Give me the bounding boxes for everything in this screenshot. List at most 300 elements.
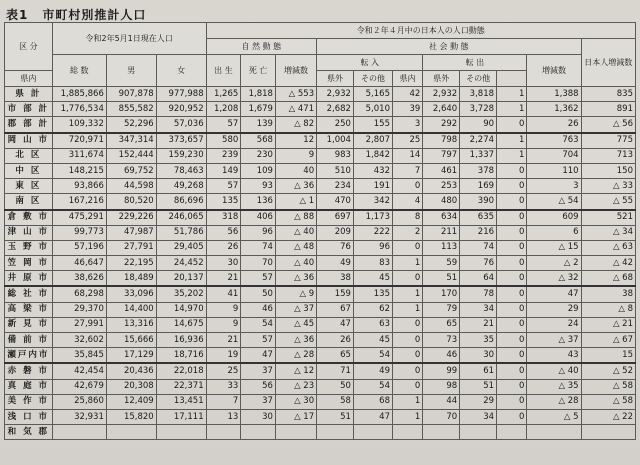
- cell-out-in: 98: [423, 379, 460, 394]
- col-natural: 自 然 動 態: [206, 39, 317, 55]
- cell-name: 中 区: [5, 163, 53, 178]
- cell-female: 13,451: [156, 394, 206, 409]
- cell-out-oth: 0: [497, 194, 527, 210]
- table-row: [5, 179, 636, 194]
- cell-name: 津 山 市: [5, 225, 53, 240]
- cell-deaths: [241, 425, 276, 440]
- cell-out-out: 169: [460, 179, 497, 194]
- cell-out-in: 51: [423, 271, 460, 287]
- cell-deaths: 47: [241, 348, 276, 364]
- cell-out-oth: 0: [497, 302, 527, 317]
- cell-out-out: 34: [460, 409, 497, 424]
- cell-out-in: 59: [423, 256, 460, 271]
- cell-in-out: 54: [353, 348, 392, 364]
- cell-deaths: 57: [241, 271, 276, 287]
- cell-female: 14,970: [156, 302, 206, 317]
- cell-out-out: 1,337: [460, 148, 497, 163]
- cell-total: 32,931: [52, 409, 106, 424]
- col-total: 総 数: [52, 55, 106, 87]
- table-number: 表1: [6, 8, 29, 22]
- cell-female: 86,696: [156, 194, 206, 210]
- cell-total: 57,196: [52, 240, 106, 255]
- table-row: [5, 163, 636, 178]
- cell-in-out: 49: [353, 363, 392, 379]
- cell-name: 赤 磐 市: [5, 363, 53, 379]
- cell-soc: 110: [527, 163, 581, 178]
- cell-in-out: 47: [353, 409, 392, 424]
- cell-male: 15,666: [106, 333, 156, 348]
- col-base-date: 令和2年5月1日現在人口: [52, 23, 206, 55]
- cell-in-out: 45: [353, 271, 392, 287]
- cell-out-oth: 0: [497, 363, 527, 379]
- cell-total: [52, 425, 106, 440]
- cell-total: 42,679: [52, 379, 106, 394]
- cell-soc: 43: [527, 348, 581, 364]
- cell-soc: △ 40: [527, 363, 581, 379]
- cell-out-out: 2,274: [460, 133, 497, 149]
- cell-name: 岡 山 市: [5, 133, 53, 149]
- cell-total: 42,454: [52, 363, 106, 379]
- cell-female: 57,036: [156, 117, 206, 133]
- cell-jp: 891: [581, 102, 635, 117]
- cell-jp: △ 63: [581, 240, 635, 255]
- col-male: 男: [106, 55, 156, 87]
- cell-soc: △ 15: [527, 240, 581, 255]
- col-out-pref-out: 県外: [423, 71, 460, 87]
- cell-male: 907,878: [106, 87, 156, 102]
- cell-in-in: 2,682: [317, 102, 354, 117]
- cell-out-oth: 0: [497, 163, 527, 178]
- cell-nat: △ 40: [275, 225, 316, 240]
- cell-births: 135: [206, 194, 241, 210]
- cell-soc: 29: [527, 302, 581, 317]
- col-out-other: その他: [460, 71, 497, 87]
- cell-name: 南 区: [5, 194, 53, 210]
- cell-female: 17,111: [156, 409, 206, 424]
- cell-in-oth: 0: [392, 379, 422, 394]
- table-row: [5, 117, 636, 133]
- cell-male: 229,226: [106, 210, 156, 226]
- cell-total: 32,602: [52, 333, 106, 348]
- cell-out-out: 378: [460, 163, 497, 178]
- cell-out-in: 253: [423, 179, 460, 194]
- cell-total: 1,885,866: [52, 87, 106, 102]
- cell-in-in: 2,932: [317, 87, 354, 102]
- table-row: [5, 256, 636, 271]
- cell-out-in: [423, 425, 460, 440]
- cell-jp: 15: [581, 348, 635, 364]
- cell-in-in: 470: [317, 194, 354, 210]
- cell-female: 14,675: [156, 317, 206, 332]
- cell-male: 69,752: [106, 163, 156, 178]
- cell-nat: △ 17: [275, 409, 316, 424]
- cell-male: 15,820: [106, 409, 156, 424]
- cell-births: 21: [206, 333, 241, 348]
- cell-out-in: 634: [423, 210, 460, 226]
- cell-out-in: 211: [423, 225, 460, 240]
- cell-nat: △ 9: [275, 286, 316, 302]
- cell-deaths: 96: [241, 225, 276, 240]
- cell-in-in: 510: [317, 163, 354, 178]
- cell-jp: 713: [581, 148, 635, 163]
- cell-out-out: 30: [460, 348, 497, 364]
- cell-out-oth: 1: [497, 102, 527, 117]
- cell-out-in: 99: [423, 363, 460, 379]
- cell-in-in: 47: [317, 317, 354, 332]
- cell-soc: △ 35: [527, 379, 581, 394]
- col-in-move: 転 入: [317, 55, 423, 71]
- cell-female: 246,065: [156, 210, 206, 226]
- cell-male: 20,436: [106, 363, 156, 379]
- cell-deaths: 406: [241, 210, 276, 226]
- cell-deaths: 57: [241, 333, 276, 348]
- cell-nat: △ 30: [275, 394, 316, 409]
- table-row: [5, 194, 636, 210]
- cell-nat: △ 471: [275, 102, 316, 117]
- cell-name: 倉 敷 市: [5, 210, 53, 226]
- cell-name: 東 区: [5, 179, 53, 194]
- cell-births: 1,265: [206, 87, 241, 102]
- table-body: [5, 87, 636, 440]
- cell-in-oth: 1: [392, 302, 422, 317]
- cell-deaths: 230: [241, 148, 276, 163]
- cell-nat: 9: [275, 148, 316, 163]
- cell-name: 新 見 市: [5, 317, 53, 332]
- cell-female: 51,786: [156, 225, 206, 240]
- cell-births: 9: [206, 302, 241, 317]
- cell-total: 38,626: [52, 271, 106, 287]
- cell-out-oth: 0: [497, 394, 527, 409]
- table-row: [5, 133, 636, 149]
- cell-male: 27,791: [106, 240, 156, 255]
- population-table: [4, 22, 636, 440]
- page-title: [6, 6, 146, 23]
- cell-in-out: 222: [353, 225, 392, 240]
- cell-out-oth: 0: [497, 286, 527, 302]
- col-district: 区 分: [5, 23, 53, 71]
- cell-name: 総 社 市: [5, 286, 53, 302]
- cell-deaths: 37: [241, 394, 276, 409]
- cell-in-out: 191: [353, 179, 392, 194]
- cell-out-out: 29: [460, 394, 497, 409]
- cell-jp: △ 8: [581, 302, 635, 317]
- cell-name: 和 気 郡: [5, 425, 53, 440]
- cell-female: 29,405: [156, 240, 206, 255]
- cell-out-oth: 0: [497, 210, 527, 226]
- col-in-pref-in: 県内: [5, 71, 53, 87]
- cell-out-out: 635: [460, 210, 497, 226]
- cell-out-in: 798: [423, 133, 460, 149]
- cell-female: 16,936: [156, 333, 206, 348]
- cell-soc: 704: [527, 148, 581, 163]
- table-row: [5, 240, 636, 255]
- cell-deaths: 37: [241, 363, 276, 379]
- cell-jp: 38: [581, 286, 635, 302]
- cell-births: [206, 425, 241, 440]
- cell-soc: [527, 425, 581, 440]
- col-out-move: 転 出: [423, 55, 527, 71]
- cell-male: 52,296: [106, 117, 156, 133]
- table-row: [5, 379, 636, 394]
- cell-soc: 47: [527, 286, 581, 302]
- cell-soc: 763: [527, 133, 581, 149]
- cell-births: 239: [206, 148, 241, 163]
- cell-in-in: [317, 425, 354, 440]
- cell-in-oth: 14: [392, 148, 422, 163]
- cell-out-oth: 0: [497, 240, 527, 255]
- cell-name: 高 梁 市: [5, 302, 53, 317]
- cell-out-oth: 0: [497, 317, 527, 332]
- cell-female: 920,952: [156, 102, 206, 117]
- cell-jp: △ 67: [581, 333, 635, 348]
- cell-in-oth: 0: [392, 348, 422, 364]
- cell-in-oth: 0: [392, 363, 422, 379]
- cell-births: 56: [206, 225, 241, 240]
- cell-in-oth: 7: [392, 163, 422, 178]
- cell-out-in: 461: [423, 163, 460, 178]
- table-row: [5, 409, 636, 424]
- cell-female: 78,463: [156, 163, 206, 178]
- table-row: [5, 102, 636, 117]
- cell-in-oth: 42: [392, 87, 422, 102]
- table-row: [5, 363, 636, 379]
- cell-total: 93,866: [52, 179, 106, 194]
- cell-births: 1,208: [206, 102, 241, 117]
- cell-jp: 150: [581, 163, 635, 178]
- cell-female: 35,202: [156, 286, 206, 302]
- table-row: [5, 87, 636, 102]
- cell-soc: △ 5: [527, 409, 581, 424]
- cell-total: 167,216: [52, 194, 106, 210]
- cell-in-oth: 4: [392, 194, 422, 210]
- cell-soc: 24: [527, 317, 581, 332]
- cell-out-out: 35: [460, 333, 497, 348]
- cell-deaths: 93: [241, 179, 276, 194]
- cell-in-in: 50: [317, 379, 354, 394]
- cell-in-out: [353, 425, 392, 440]
- cell-deaths: 54: [241, 317, 276, 332]
- cell-in-oth: 0: [392, 333, 422, 348]
- cell-out-out: [460, 425, 497, 440]
- cell-total: 720,971: [52, 133, 106, 149]
- cell-in-out: 45: [353, 333, 392, 348]
- cell-in-in: 58: [317, 394, 354, 409]
- cell-out-out: 51: [460, 379, 497, 394]
- cell-deaths: 30: [241, 409, 276, 424]
- cell-out-out: 21: [460, 317, 497, 332]
- cell-soc: △ 28: [527, 394, 581, 409]
- col-in-other: その他: [353, 71, 392, 87]
- cell-in-out: 1,173: [353, 210, 392, 226]
- cell-jp: △ 33: [581, 179, 635, 194]
- cell-in-out: 2,807: [353, 133, 392, 149]
- cell-out-in: 2,640: [423, 102, 460, 117]
- cell-male: 347,314: [106, 133, 156, 149]
- cell-in-oth: 0: [392, 179, 422, 194]
- cell-nat: 12: [275, 133, 316, 149]
- cell-soc: △ 2: [527, 256, 581, 271]
- cell-total: 99,773: [52, 225, 106, 240]
- cell-births: 19: [206, 348, 241, 364]
- cell-in-oth: [392, 425, 422, 440]
- cell-out-in: 480: [423, 194, 460, 210]
- cell-in-oth: 25: [392, 133, 422, 149]
- table-row: [5, 271, 636, 287]
- cell-out-oth: 0: [497, 225, 527, 240]
- table-row: [5, 225, 636, 240]
- cell-nat: △ 40: [275, 256, 316, 271]
- cell-jp: △ 22: [581, 409, 635, 424]
- cell-deaths: 56: [241, 379, 276, 394]
- cell-births: 21: [206, 271, 241, 287]
- cell-female: 18,716: [156, 348, 206, 364]
- cell-out-in: 46: [423, 348, 460, 364]
- cell-deaths: 70: [241, 256, 276, 271]
- col-deaths: 死 亡: [241, 55, 276, 87]
- cell-jp: △ 34: [581, 225, 635, 240]
- cell-nat: △ 23: [275, 379, 316, 394]
- cell-in-oth: 0: [392, 317, 422, 332]
- cell-name: 郡 部 計: [5, 117, 53, 133]
- cell-in-in: 38: [317, 271, 354, 287]
- cell-total: 311,674: [52, 148, 106, 163]
- cell-out-out: 74: [460, 240, 497, 255]
- cell-jp: 835: [581, 87, 635, 102]
- cell-in-out: 342: [353, 194, 392, 210]
- cell-name: 玉 野 市: [5, 240, 53, 255]
- cell-deaths: 74: [241, 240, 276, 255]
- cell-in-oth: 1: [392, 394, 422, 409]
- cell-deaths: 1,818: [241, 87, 276, 102]
- cell-male: 47,987: [106, 225, 156, 240]
- cell-soc: 3: [527, 179, 581, 194]
- cell-deaths: 46: [241, 302, 276, 317]
- cell-nat: 40: [275, 163, 316, 178]
- cell-total: 109,332: [52, 117, 106, 133]
- cell-in-oth: 2: [392, 225, 422, 240]
- cell-in-out: 432: [353, 163, 392, 178]
- cell-nat: △ 48: [275, 240, 316, 255]
- cell-nat: △ 1: [275, 194, 316, 210]
- cell-out-out: 34: [460, 302, 497, 317]
- cell-out-oth: 0: [497, 379, 527, 394]
- cell-nat: △ 82: [275, 117, 316, 133]
- cell-total: 148,215: [52, 163, 106, 178]
- cell-out-in: 73: [423, 333, 460, 348]
- cell-out-out: 90: [460, 117, 497, 133]
- cell-in-in: 250: [317, 117, 354, 133]
- cell-out-in: 292: [423, 117, 460, 133]
- cell-female: 159,230: [156, 148, 206, 163]
- cell-nat: △ 88: [275, 210, 316, 226]
- cell-out-oth: 0: [497, 117, 527, 133]
- cell-births: 57: [206, 179, 241, 194]
- cell-nat: △ 36: [275, 179, 316, 194]
- cell-jp: △ 21: [581, 317, 635, 332]
- cell-in-in: 159: [317, 286, 354, 302]
- cell-out-in: 113: [423, 240, 460, 255]
- cell-jp: 521: [581, 210, 635, 226]
- cell-out-in: 170: [423, 286, 460, 302]
- cell-births: 149: [206, 163, 241, 178]
- cell-in-in: 49: [317, 256, 354, 271]
- cell-in-oth: 3: [392, 117, 422, 133]
- cell-births: 25: [206, 363, 241, 379]
- col-out-pref-in: 県内: [392, 71, 422, 87]
- table-row: [5, 333, 636, 348]
- cell-male: 22,195: [106, 256, 156, 271]
- cell-in-out: 83: [353, 256, 392, 271]
- cell-out-out: 3,728: [460, 102, 497, 117]
- table-row: [5, 394, 636, 409]
- cell-births: 318: [206, 210, 241, 226]
- cell-name: 井 原 市: [5, 271, 53, 287]
- col-japanese-increase: 日本人増減数: [581, 39, 635, 87]
- cell-soc: 6: [527, 225, 581, 240]
- cell-male: 17,129: [106, 348, 156, 364]
- cell-out-oth: 0: [497, 409, 527, 424]
- cell-in-in: 234: [317, 179, 354, 194]
- cell-deaths: 109: [241, 163, 276, 178]
- cell-in-oth: 0: [392, 271, 422, 287]
- cell-jp: △ 58: [581, 394, 635, 409]
- cell-total: 29,370: [52, 302, 106, 317]
- cell-name: 市 部 計: [5, 102, 53, 117]
- cell-out-oth: 0: [497, 333, 527, 348]
- cell-female: 373,657: [156, 133, 206, 149]
- cell-out-oth: 0: [497, 256, 527, 271]
- cell-births: 33: [206, 379, 241, 394]
- cell-nat: △ 45: [275, 317, 316, 332]
- cell-male: 33,096: [106, 286, 156, 302]
- col-female: 女: [156, 55, 206, 87]
- cell-male: 152,444: [106, 148, 156, 163]
- cell-out-out: 61: [460, 363, 497, 379]
- cell-births: 30: [206, 256, 241, 271]
- cell-male: 14,400: [106, 302, 156, 317]
- cell-name: 北 区: [5, 148, 53, 163]
- cell-jp: △ 42: [581, 256, 635, 271]
- cell-jp: △ 56: [581, 117, 635, 133]
- cell-in-out: 62: [353, 302, 392, 317]
- cell-out-in: 2,932: [423, 87, 460, 102]
- cell-out-out: 64: [460, 271, 497, 287]
- cell-out-out: 3,818: [460, 87, 497, 102]
- cell-total: 25,860: [52, 394, 106, 409]
- cell-in-in: 209: [317, 225, 354, 240]
- cell-in-in: 71: [317, 363, 354, 379]
- cell-nat: △ 28: [275, 348, 316, 364]
- cell-name: 笠 岡 市: [5, 256, 53, 271]
- cell-in-out: 5,010: [353, 102, 392, 117]
- cell-nat: △ 36: [275, 271, 316, 287]
- cell-total: 46,647: [52, 256, 106, 271]
- cell-deaths: 139: [241, 117, 276, 133]
- cell-total: 35,845: [52, 348, 106, 364]
- cell-in-oth: 8: [392, 210, 422, 226]
- cell-jp: △ 52: [581, 363, 635, 379]
- cell-in-out: 96: [353, 240, 392, 255]
- cell-name: 浅 口 市: [5, 409, 53, 424]
- cell-nat: △ 36: [275, 333, 316, 348]
- cell-out-oth: [497, 425, 527, 440]
- table-row: [5, 148, 636, 163]
- cell-total: 68,298: [52, 286, 106, 302]
- col-in-pref-out: 県外: [317, 71, 354, 87]
- cell-soc: △ 54: [527, 194, 581, 210]
- cell-in-in: 65: [317, 348, 354, 364]
- table-row: [5, 210, 636, 226]
